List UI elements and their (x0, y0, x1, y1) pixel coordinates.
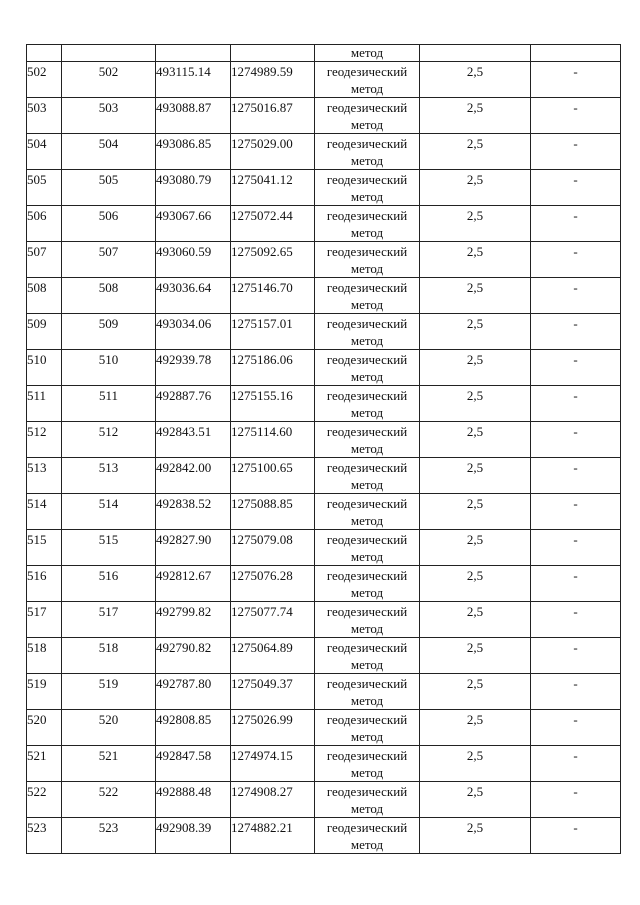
point-number-cell: 504 (27, 134, 62, 170)
table-row (27, 206, 621, 242)
point-number-cell: 515 (27, 530, 62, 566)
point-id-cell: 508 (62, 278, 156, 314)
method-line-2: метод (350, 297, 384, 312)
method-cell (315, 242, 420, 278)
table-row (27, 710, 621, 746)
point-id-cell: 522 (62, 782, 156, 818)
point-number-cell: 514 (27, 494, 62, 530)
y-coordinate-cell: 1275041.12 (231, 170, 315, 206)
point-number-cell: 508 (27, 278, 62, 314)
table-row (27, 386, 621, 422)
method-line-2: метод (350, 621, 384, 636)
coordinates-table (26, 44, 621, 854)
point-id-cell: 504 (62, 134, 156, 170)
point-number-cell: 522 (27, 782, 62, 818)
point-number-cell: 521 (27, 746, 62, 782)
x-coordinate-cell: 492838.52 (156, 494, 231, 530)
method-cell: метод (315, 45, 420, 62)
point-id-cell: 521 (62, 746, 156, 782)
method-cell (315, 458, 420, 494)
method-line-1: геодезический (326, 784, 408, 799)
point-id-cell: 511 (62, 386, 156, 422)
dash-cell: - (531, 170, 621, 206)
point-number-cell: 503 (27, 98, 62, 134)
method-cell (315, 278, 420, 314)
method-line-1: геодезический (326, 316, 408, 331)
point-id-cell: 518 (62, 638, 156, 674)
point-number-cell: 510 (27, 350, 62, 386)
x-coordinate-cell: 492790.82 (156, 638, 231, 674)
accuracy-cell: 2,5 (420, 242, 531, 278)
accuracy-cell: 2,5 (420, 602, 531, 638)
table-cell (62, 45, 156, 62)
method-line-2: метод (350, 369, 384, 384)
y-coordinate-cell: 1274989.59 (231, 62, 315, 98)
method-line-2: метод (350, 333, 384, 348)
method-line-2: метод (350, 837, 384, 852)
method-line-1: геодезический (326, 100, 408, 115)
table-cell (420, 45, 531, 62)
method-line-2: метод (350, 225, 384, 240)
method-line-1: геодезический (326, 280, 408, 295)
table-row (27, 494, 621, 530)
dash-cell: - (531, 350, 621, 386)
point-number-cell: 516 (27, 566, 62, 602)
accuracy-cell: 2,5 (420, 134, 531, 170)
accuracy-cell: 2,5 (420, 494, 531, 530)
table-cell (231, 45, 315, 62)
table-row (27, 314, 621, 350)
point-id-cell: 506 (62, 206, 156, 242)
point-id-cell: 507 (62, 242, 156, 278)
point-number-cell: 517 (27, 602, 62, 638)
point-id-cell: 509 (62, 314, 156, 350)
accuracy-cell: 2,5 (420, 170, 531, 206)
y-coordinate-cell: 1275026.99 (231, 710, 315, 746)
point-id-cell: 516 (62, 566, 156, 602)
dash-cell: - (531, 746, 621, 782)
dash-cell: - (531, 638, 621, 674)
method-line-1: геодезический (326, 64, 408, 79)
table-row (27, 134, 621, 170)
dash-cell: - (531, 278, 621, 314)
dash-cell: - (531, 134, 621, 170)
accuracy-cell: 2,5 (420, 98, 531, 134)
y-coordinate-cell: 1275146.70 (231, 278, 315, 314)
y-coordinate-cell: 1275092.65 (231, 242, 315, 278)
method-cell (315, 206, 420, 242)
method-line-2: метод (350, 801, 384, 816)
method-cell (315, 746, 420, 782)
point-number-cell: 520 (27, 710, 62, 746)
point-number-cell: 505 (27, 170, 62, 206)
method-cell (315, 782, 420, 818)
point-id-cell: 514 (62, 494, 156, 530)
method-cell (315, 422, 420, 458)
dash-cell: - (531, 566, 621, 602)
method-cell (315, 494, 420, 530)
x-coordinate-cell: 492808.85 (156, 710, 231, 746)
method-cell (315, 530, 420, 566)
method-line-1: геодезический (326, 712, 408, 727)
table-cell (531, 45, 621, 62)
y-coordinate-cell: 1275088.85 (231, 494, 315, 530)
accuracy-cell: 2,5 (420, 674, 531, 710)
method-cell (315, 350, 420, 386)
table-row (27, 458, 621, 494)
method-cell (315, 710, 420, 746)
table-row (27, 818, 621, 854)
method-cell (315, 62, 420, 98)
point-number-cell: 512 (27, 422, 62, 458)
y-coordinate-cell: 1275079.08 (231, 530, 315, 566)
method-cell (315, 674, 420, 710)
dash-cell: - (531, 710, 621, 746)
accuracy-cell: 2,5 (420, 530, 531, 566)
method-cell (315, 566, 420, 602)
dash-cell: - (531, 674, 621, 710)
table-row (27, 566, 621, 602)
dash-cell: - (531, 818, 621, 854)
method-cell (315, 98, 420, 134)
point-number-cell: 511 (27, 386, 62, 422)
accuracy-cell: 2,5 (420, 62, 531, 98)
point-number-cell: 506 (27, 206, 62, 242)
point-id-cell: 503 (62, 98, 156, 134)
point-number-cell: 519 (27, 674, 62, 710)
x-coordinate-cell: 492888.48 (156, 782, 231, 818)
table-row (27, 278, 621, 314)
point-number-cell: 507 (27, 242, 62, 278)
point-number-cell: 523 (27, 818, 62, 854)
accuracy-cell: 2,5 (420, 278, 531, 314)
point-id-cell: 502 (62, 62, 156, 98)
method-line-1: геодезический (326, 352, 408, 367)
accuracy-cell: 2,5 (420, 566, 531, 602)
method-cell (315, 134, 420, 170)
method-line-1: геодезический (326, 496, 408, 511)
method-line-2: метод (350, 549, 384, 564)
method-line-1: геодезический (326, 388, 408, 403)
point-id-cell: 519 (62, 674, 156, 710)
method-line-1: геодезический (326, 748, 408, 763)
method-line-2: метод (350, 765, 384, 780)
y-coordinate-cell: 1275077.74 (231, 602, 315, 638)
method-line-2: метод (350, 729, 384, 744)
table-cell (27, 45, 62, 62)
method-cell (315, 314, 420, 350)
x-coordinate-cell: 493060.59 (156, 242, 231, 278)
dash-cell: - (531, 494, 621, 530)
point-id-cell: 513 (62, 458, 156, 494)
x-coordinate-cell: 493034.06 (156, 314, 231, 350)
y-coordinate-cell: 1275049.37 (231, 674, 315, 710)
method-line-2: метод (350, 81, 384, 96)
dash-cell: - (531, 206, 621, 242)
y-coordinate-cell: 1275157.01 (231, 314, 315, 350)
accuracy-cell: 2,5 (420, 746, 531, 782)
point-number-cell: 502 (27, 62, 62, 98)
dash-cell: - (531, 62, 621, 98)
accuracy-cell: 2,5 (420, 386, 531, 422)
point-id-cell: 523 (62, 818, 156, 854)
method-line-1: геодезический (326, 820, 408, 835)
accuracy-cell: 2,5 (420, 458, 531, 494)
table-row (27, 170, 621, 206)
method-line-2: метод (350, 693, 384, 708)
dash-cell: - (531, 602, 621, 638)
dash-cell: - (531, 782, 621, 818)
method-line-1: геодезический (326, 676, 408, 691)
table-row (27, 638, 621, 674)
y-coordinate-cell: 1275100.65 (231, 458, 315, 494)
point-number-cell: 513 (27, 458, 62, 494)
x-coordinate-cell: 493115.14 (156, 62, 231, 98)
method-line-2: метод (350, 513, 384, 528)
method-line-1: геодезический (326, 568, 408, 583)
method-line-2: метод (350, 261, 384, 276)
method-line-1: геодезический (326, 208, 408, 223)
x-coordinate-cell: 492827.90 (156, 530, 231, 566)
table-cell (156, 45, 231, 62)
x-coordinate-cell: 492847.58 (156, 746, 231, 782)
table-row (27, 98, 621, 134)
dash-cell: - (531, 242, 621, 278)
table-row (27, 242, 621, 278)
y-coordinate-cell: 1275114.60 (231, 422, 315, 458)
x-coordinate-cell: 493036.64 (156, 278, 231, 314)
x-coordinate-cell: 492812.67 (156, 566, 231, 602)
x-coordinate-cell: 493088.87 (156, 98, 231, 134)
point-number-cell: 509 (27, 314, 62, 350)
method-line-1: геодезический (326, 532, 408, 547)
accuracy-cell: 2,5 (420, 422, 531, 458)
y-coordinate-cell: 1275155.16 (231, 386, 315, 422)
point-id-cell: 512 (62, 422, 156, 458)
method-cell (315, 602, 420, 638)
method-line-2: метод (350, 189, 384, 204)
accuracy-cell: 2,5 (420, 782, 531, 818)
method-line-2: метод (350, 441, 384, 456)
table-row (27, 782, 621, 818)
method-line-2: метод (350, 153, 384, 168)
y-coordinate-cell: 1275076.28 (231, 566, 315, 602)
x-coordinate-cell: 493086.85 (156, 134, 231, 170)
y-coordinate-cell: 1275064.89 (231, 638, 315, 674)
table-row (27, 350, 621, 386)
x-coordinate-cell: 492908.39 (156, 818, 231, 854)
y-coordinate-cell: 1274974.15 (231, 746, 315, 782)
x-coordinate-cell: 492843.51 (156, 422, 231, 458)
method-line-2: метод (350, 657, 384, 672)
x-coordinate-cell: 492799.82 (156, 602, 231, 638)
accuracy-cell: 2,5 (420, 638, 531, 674)
table-row (27, 530, 621, 566)
x-coordinate-cell: 492939.78 (156, 350, 231, 386)
accuracy-cell: 2,5 (420, 350, 531, 386)
accuracy-cell: 2,5 (420, 314, 531, 350)
accuracy-cell: 2,5 (420, 818, 531, 854)
y-coordinate-cell: 1274908.27 (231, 782, 315, 818)
method-cell (315, 170, 420, 206)
dash-cell: - (531, 98, 621, 134)
dash-cell: - (531, 458, 621, 494)
method-line-2: метод (350, 477, 384, 492)
method-line-1: геодезический (326, 460, 408, 475)
dash-cell: - (531, 422, 621, 458)
y-coordinate-cell: 1275072.44 (231, 206, 315, 242)
method-line-2: метод (350, 585, 384, 600)
table-row (27, 45, 621, 62)
y-coordinate-cell: 1275029.00 (231, 134, 315, 170)
accuracy-cell: 2,5 (420, 206, 531, 242)
y-coordinate-cell: 1274882.21 (231, 818, 315, 854)
point-id-cell: 510 (62, 350, 156, 386)
table-row (27, 62, 621, 98)
table-row (27, 422, 621, 458)
point-number-cell: 518 (27, 638, 62, 674)
method-cell (315, 638, 420, 674)
x-coordinate-cell: 492887.76 (156, 386, 231, 422)
point-id-cell: 515 (62, 530, 156, 566)
method-cell (315, 818, 420, 854)
table-row (27, 746, 621, 782)
point-id-cell: 517 (62, 602, 156, 638)
x-coordinate-cell: 493067.66 (156, 206, 231, 242)
method-line-1: геодезический (326, 136, 408, 151)
method-line-1: геодезический (326, 640, 408, 655)
method-cell (315, 386, 420, 422)
x-coordinate-cell: 492842.00 (156, 458, 231, 494)
dash-cell: - (531, 386, 621, 422)
y-coordinate-cell: 1275016.87 (231, 98, 315, 134)
method-line-2: метод (350, 117, 384, 132)
method-line-1: геодезический (326, 424, 408, 439)
accuracy-cell: 2,5 (420, 710, 531, 746)
table-row (27, 602, 621, 638)
table-row (27, 674, 621, 710)
x-coordinate-cell: 492787.80 (156, 674, 231, 710)
dash-cell: - (531, 314, 621, 350)
point-id-cell: 520 (62, 710, 156, 746)
dash-cell: - (531, 530, 621, 566)
method-line-1: геодезический (326, 244, 408, 259)
x-coordinate-cell: 493080.79 (156, 170, 231, 206)
point-id-cell: 505 (62, 170, 156, 206)
y-coordinate-cell: 1275186.06 (231, 350, 315, 386)
method-line-2: метод (350, 405, 384, 420)
method-line-1: геодезический (326, 172, 408, 187)
method-line-1: геодезический (326, 604, 408, 619)
